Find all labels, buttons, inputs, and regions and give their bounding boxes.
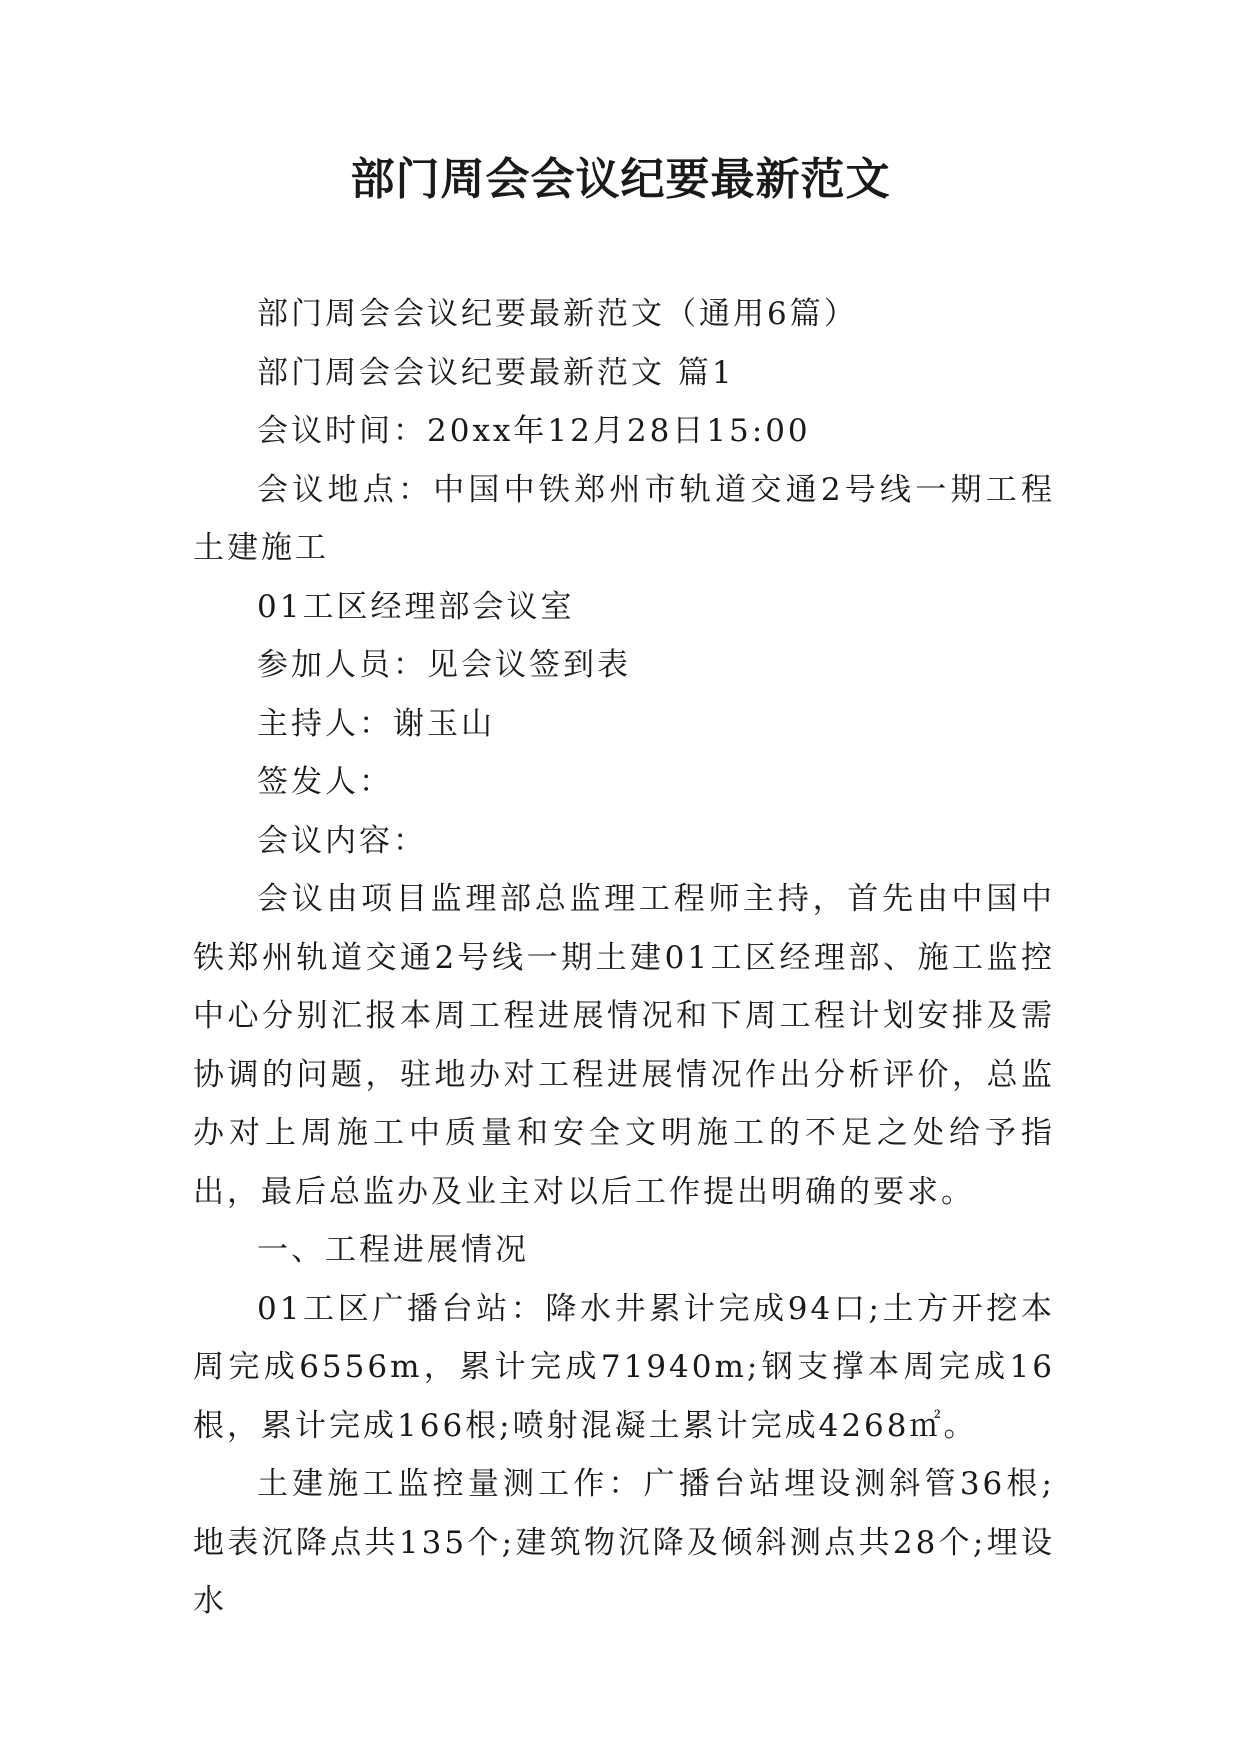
paragraph-issuer: 签发人：: [257, 764, 393, 800]
paragraph-progress-heading: 一、工程进展情况: [257, 1232, 529, 1268]
paragraph-meeting-room: 01工区经理部会议室: [257, 588, 575, 625]
paragraph-host: 主持人：谢玉山: [257, 705, 495, 742]
paragraph-meeting-summary: 会议由项目监理部总监理工程师主持，首先由中国中铁郑州轨道交通2号线一期土建01工区经理部、施工监控中心分别汇报本周工程进展情况和下周工程计划安排及需协调的问题，驻地办对工程进展情况作出分析评价，总监办对上周施工中质量和安全文明施工的不足之处给予指出，最后总监办及业主对以后工作提出明确的要求。: [193, 881, 1055, 1210]
paragraph-content-label: 会议内容：: [257, 822, 427, 859]
paragraph-subtitle: 部门周会会议纪要最新范文（通用6篇）: [257, 296, 858, 332]
document-body: [193, 285, 1055, 1631]
paragraph-meeting-location: 会议地点：中国中铁郑州市轨道交通2号线一期工程土建施工: [193, 471, 1055, 566]
paragraph-section-heading: 部门周会会议纪要最新范文 篇1: [257, 354, 735, 391]
paragraph-attendees: 参加人员：见会议签到表: [257, 647, 631, 683]
paragraph-meeting-time: 会议时间：20xx年12月28日15:00: [257, 413, 811, 449]
paragraph-station-progress: 01工区广播台站：降水井累计完成94口;土方开挖本周完成6556m，累计完成71940m;钢支撑本周完成16根，累计完成166根;喷射混凝土累计完成4268㎡。: [193, 1290, 1055, 1444]
paragraph-monitoring: 土建施工监控量测工作：广播台站埋设测斜管36根;地表沉降点共135个;建筑物沉降及倾斜测点共28个;埋设水: [193, 1466, 1055, 1619]
document-title: 部门周会会议纪要最新范文: [350, 154, 891, 205]
